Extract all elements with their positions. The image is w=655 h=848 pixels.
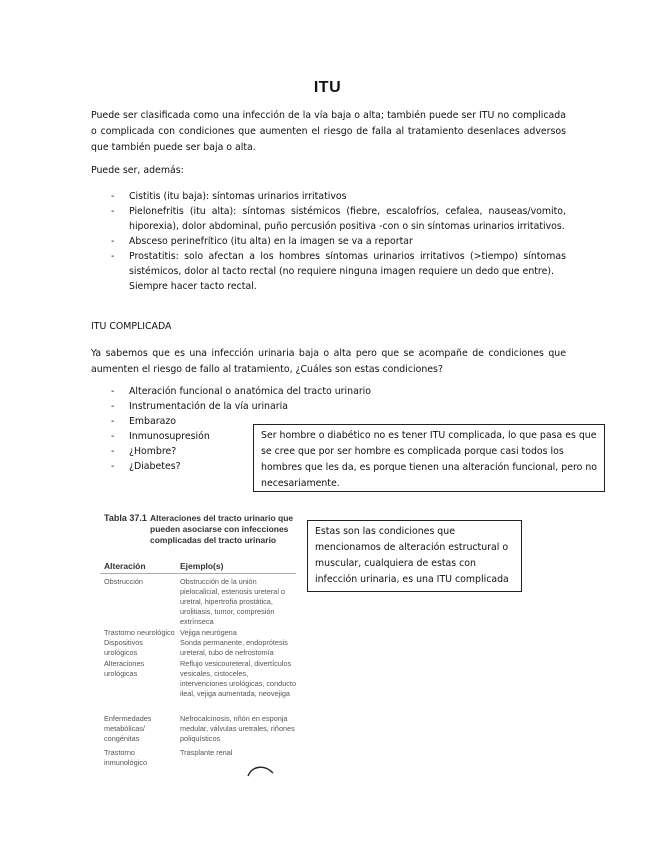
page-title: ITU xyxy=(313,79,342,96)
pen-mark-icon xyxy=(246,764,276,778)
intro-paragraph: Puede ser clasificada como una infección de la vía baja o alta; también puede ser ITU no complicada o complicada con condiciones que aumenten el riesgo de falla al tratamiento desenlaces adversos que también puede ser baja o alta. xyxy=(91,110,566,153)
table-37-1-figure: Tabla 37.1 Alteraciones del tracto urinario que pueden asociarse con infecciones complicadas del tracto urinario Alteración Ejemplo(s) Obstrucción Obstrucción de la unión pielocalicial, estenosis ureteral o uretral, hipertrofia prostática, urolitiasis, tumor, compresión extrínseca Trastorno neurológico Vejiga neurógena Dispositivos urológicos Sonda permanente, endoprótesis ureteral, tubo de nefrostomía Alteraciones urológicas Reflujo vesicoureteral, divertículos vesicales, cistoceles, intervenciones urológicas, conducto ileal, vejiga aumentada, neovejiga Enfermedades metabólicas/ congénitas Nefrocalcinosis, riñón en esponja medular, válvulas uretrales, riñones poliquísticos Trastorno inmunológico Trasplante renal xyxy=(100,506,296,778)
note-box-hombre-diabetes: Ser hombre o diabético no es tener ITU complicada, lo que pasa es que se cree que por ser hombre es complicada porque casi todos los hombres que les da, es porque tienen una alteración funcional, pero no necesariamente. xyxy=(253,424,605,492)
bullet-dash: - xyxy=(111,236,115,247)
list-item: - Alteración funcional o anatómica del tracto urinario xyxy=(111,386,372,397)
list-item: - Pielonefritis (itu alta): síntomas sistémicos (fiebre, escalofríos, cefalea, nauseas/vomito, hiporexia), dolor abdominal, puño percusión positiva -con o sin síntomas urinarios irritativos. xyxy=(111,206,566,232)
bullet-dash: - xyxy=(111,191,115,202)
complicada-paragraph: Ya sabemos que es una infección urinaria baja o alta pero que se acompañe de condiciones que aumenten el riesgo de fallo al tratamiento, ¿Cuáles son estas condiciones? xyxy=(91,348,566,375)
section-heading: ITU COMPLICADA xyxy=(91,321,172,332)
types-intro: Puede ser, además: xyxy=(91,165,184,176)
bullet-dash: - xyxy=(111,461,115,472)
table-number: Tabla 37.1 xyxy=(104,513,147,523)
table-divider xyxy=(100,573,296,574)
list-item: - Inmunosupresión xyxy=(111,431,210,442)
bullet-dash: - xyxy=(111,251,115,262)
list-item: - Prostatitis: solo afectan a los hombres síntomas urinarios irritativos (>tiempo) síntomas sistémicos, dolor al tacto rectal (no requiere ninguna imagen requiere un dedo que entre). xyxy=(111,251,566,277)
bullet-dash: - xyxy=(111,401,115,412)
table-caption: Alteraciones del tracto urinario que pueden asociarse con infecciones complicadas del tracto urinario xyxy=(150,513,294,545)
bullet-dash: - xyxy=(111,416,115,427)
list-item-continuation: Siempre hacer tacto rectal. xyxy=(129,281,257,292)
table-header-alteracion: Alteración xyxy=(104,561,146,571)
list-item: - ¿Diabetes? xyxy=(111,461,181,472)
list-item: - Embarazo xyxy=(111,416,177,427)
bullet-dash: - xyxy=(111,446,115,457)
list-item: - ¿Hombre? xyxy=(111,446,177,457)
bullet-dash: - xyxy=(111,431,115,442)
list-item: - Cistitis (itu baja): síntomas urinarios irritativos xyxy=(111,191,347,202)
table-header-ejemplos: Ejemplo(s) xyxy=(180,561,224,571)
note-box-condiciones: Estas son las condiciones que mencionamos de alteración estructural o muscular, cualquiera de estas con infección urinaria, es una ITU complicada xyxy=(307,520,522,592)
list-item: - Instrumentación de la vía urinaria xyxy=(111,401,288,412)
bullet-dash: - xyxy=(111,206,115,217)
bullet-dash: - xyxy=(111,386,115,397)
list-item: - Absceso perinefrítico (itu alta) en la imagen se va a reportar xyxy=(111,236,413,247)
types-list xyxy=(91,189,566,294)
